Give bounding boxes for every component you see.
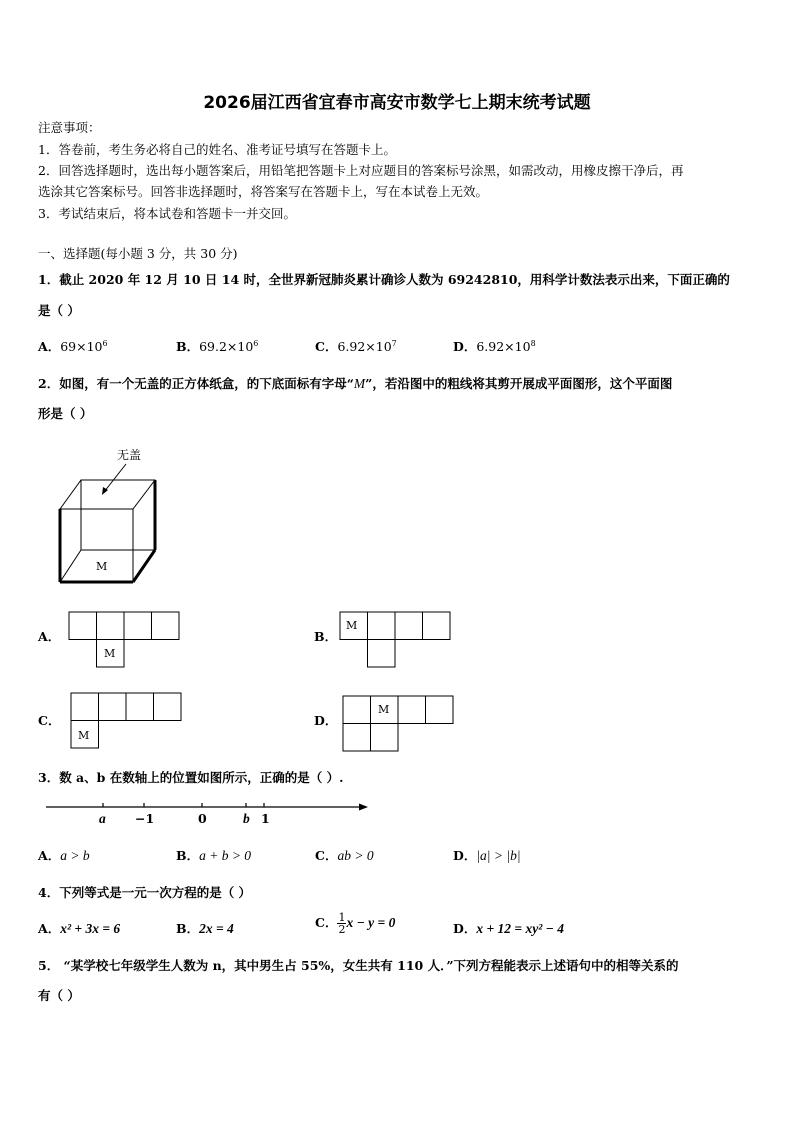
q1-option-d: D．$6.92\times 10^8$ (453, 338, 536, 354)
q4-option-d: D．x + 12 = xy² − 4 (453, 921, 564, 936)
q1-stem: 1．截止 2020 年 12 月 10 日 14 时，全世界新冠肺炎累计确诊人数为 69242810，用科学计数法表示出来，下面正确的 (38, 272, 730, 287)
q4-stem: 4．下列等式是一元一次方程的是（ ） (38, 885, 252, 900)
axis-label-b: b (243, 811, 250, 826)
q5-stem: 5． “某学校七年级学生人数为 n，其中男生占 55%，女生共有 110 人．”下列方程能表示上述语句中的相等关系的 (38, 958, 679, 973)
notice-item-3: 3．考试结束后，将本试卷和答题卡一并交回。 (38, 206, 296, 221)
net-a (69, 612, 181, 668)
axis-label-neg1: −1 (135, 811, 155, 826)
page-title: 2026届江西省宜春市高安市数学七上期末统考试题 (203, 93, 591, 113)
notice-item-1: 1．答卷前，考生务必将自己的姓名、准考证号填写在答题卡上。 (38, 142, 396, 157)
q2-stem: 2．如图，有一个无盖的正方体纸盒，的下底面标有字母“M”，若沿图中的粗线将其剪开展成平面图形，这个平面图 (38, 376, 673, 391)
axis-label-0: 0 (198, 811, 207, 826)
q4-option-a: A．x² + 3x = 6 (38, 921, 121, 936)
q2-option-a-label: A． (38, 629, 61, 644)
notice-heading: 注意事项： (38, 120, 101, 135)
q1-option-a: A．$69\times 10^6$ (38, 338, 108, 354)
net-d-letter: M (378, 703, 390, 716)
q1-stem-cont: 是（ ） (38, 303, 80, 318)
q2-option-b-label: B． (314, 629, 338, 644)
q3-stem: 3．数 a、b 在数轴上的位置如图所示，正确的是（ ）. (38, 770, 344, 785)
q2-option-d-label: D． (314, 713, 338, 728)
net-b-letter: M (346, 619, 358, 632)
q3-option-a: A．a > b (38, 848, 90, 863)
q3-option-c: C．ab > 0 (315, 848, 374, 863)
cube-caption: 无盖 (117, 448, 142, 462)
q1-option-b: B．$69.2\times 10^6$ (176, 338, 259, 354)
net-a-letter: M (104, 647, 116, 660)
notice-item-2: 2．回答选择题时，选出每小题答案后，用铅笔把答题卡上对应题目的答案标号涂黑，如需改动，用橡皮擦干净后，再 (38, 163, 684, 178)
section-heading: 一、选择题(每小题 3 分，共 30 分) (38, 246, 238, 261)
q5-stem-cont: 有（ ） (38, 988, 80, 1003)
q4-option-b: B．2x = 4 (176, 921, 234, 936)
net-d (343, 696, 455, 752)
net-c-letter: M (78, 729, 90, 742)
axis-label-1: 1 (261, 811, 270, 826)
cube-letter: M (96, 560, 108, 573)
q1-option-c: C．$6.92\times 10^7$ (315, 338, 397, 354)
q2-option-c-label: C． (38, 713, 61, 728)
q3-option-b: B．a + b > 0 (176, 848, 252, 863)
q3-option-d: D．|a| > |b| (453, 848, 521, 863)
notice-item-2-cont: 选涂其它答案标号。回答非选择题时，将答案写在答题卡上，写在本试卷上无效。 (38, 184, 489, 199)
q2-stem-cont: 形是（ ） (38, 406, 93, 421)
number-line (46, 800, 371, 814)
q4-option-c: C． $\frac{1}{2}$ x − y = 0 (315, 911, 396, 936)
axis-label-a: a (99, 811, 106, 826)
